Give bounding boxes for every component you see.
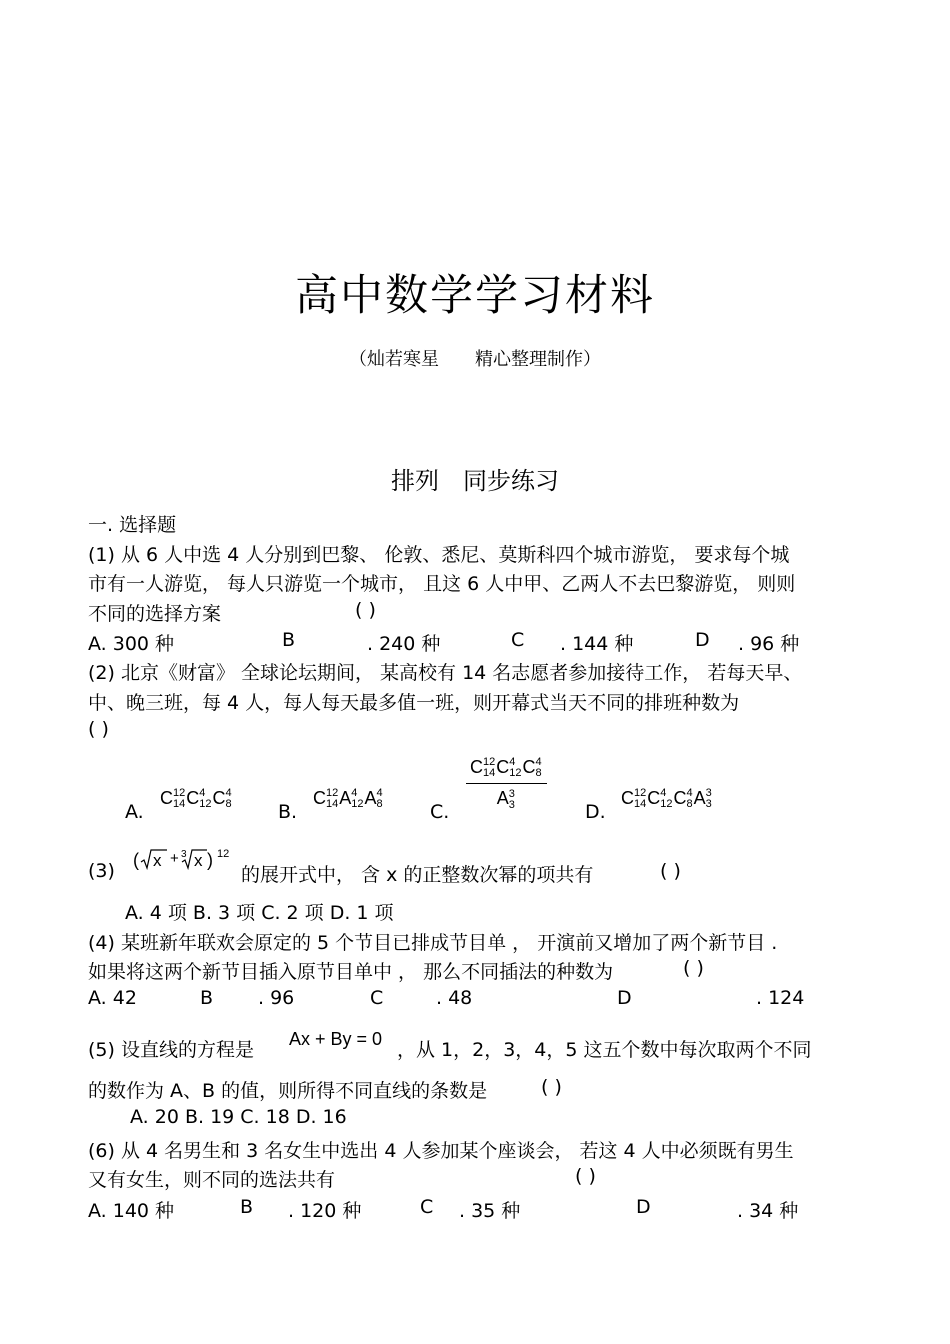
q4-option-b: . 96 — [258, 987, 295, 1009]
q1-answer-paren: ( ) — [355, 599, 376, 621]
q5-prefix: (5) 设直线的方程是 — [88, 1039, 254, 1061]
svg-text:12: 12 — [217, 848, 230, 860]
q2-option-c-label: C. — [430, 801, 450, 823]
q4-option-d-letter: D — [617, 987, 632, 1009]
q5-line-2: 的数作为 A、B 的值，则所得不同直线的条数是 — [88, 1080, 488, 1102]
q1-line-1: (1) 从 6 人中选 4 人分别到巴黎、 伦敦、悉尼、莫斯科四个城市游览， 要求每个城 — [88, 544, 790, 566]
q3-number: (3) — [88, 860, 115, 882]
q2-option-d-label: D. — [585, 801, 606, 823]
q6-option-d-letter: D — [636, 1196, 651, 1218]
svg-text:): ) — [207, 850, 213, 870]
q5-suffix: ，从 1，2，3，4，5 这五个数中每次取两个不同 — [397, 1039, 812, 1061]
q5-line-equation: Ax + By = 0 — [289, 1029, 383, 1049]
q4-line-1: (4) 某班新年联欢会原定的 5 个节目已排成节目单 ， 开演前又增加了两个新节目 . — [88, 932, 778, 954]
q4-line-2: 如果将这两个新节目插入原节目单中 ， 那么不同插法的种数为 — [88, 961, 614, 983]
q2-answer-paren: ( ) — [88, 718, 109, 740]
svg-text:3: 3 — [181, 849, 187, 860]
q1-option-c-letter: C — [511, 629, 525, 651]
document-title: 高中数学学习材料 — [295, 271, 655, 321]
q3-text: 的展开式中， 含 x 的正整数次幂的项共有 — [241, 864, 594, 886]
q4-option-d: . 124 — [756, 987, 805, 1009]
q3-options: A. 4 项 B. 3 项 C. 2 项 D. 1 项 — [125, 902, 394, 924]
q1-option-a: A. 300 种 — [88, 633, 175, 655]
q4-option-c-letter: C — [370, 987, 384, 1009]
q6-line-1: (6) 从 4 名男生和 3 名女生中选出 4 人参加某个座谈会， 若这 4 人中必须既有男生 — [88, 1140, 794, 1162]
q2-line-1: (2) 北京《财富》 全球论坛期间， 某高校有 14 名志愿者参加接待工作， 若每天早、 — [88, 662, 803, 684]
q1-option-b-letter: B — [282, 629, 296, 651]
q6-answer-paren: ( ) — [575, 1165, 596, 1187]
q6-option-d: . 34 种 — [737, 1200, 799, 1222]
q5-answer-paren: ( ) — [541, 1076, 562, 1098]
q3-binomial-svg — [133, 846, 241, 876]
q4-option-c: . 48 — [436, 987, 473, 1009]
q6-line-2: 又有女生，则不同的选法共有 — [88, 1169, 336, 1191]
q2-option-d-formula: C 12 14 C 4 12 C 4 8 A 3 3 — [621, 787, 712, 811]
section-title: 排列 同步练习 — [391, 467, 559, 495]
svg-text:+: + — [170, 850, 179, 867]
q4-answer-paren: ( ) — [683, 957, 704, 979]
q4-option-b-letter: B — [200, 987, 214, 1009]
q1-option-d: . 96 种 — [738, 633, 800, 655]
q1-line-3: 不同的选择方案 — [88, 603, 222, 625]
svg-text:x: x — [194, 851, 203, 870]
q2-option-b-label: B. — [278, 801, 298, 823]
q6-option-c: . 35 种 — [459, 1200, 521, 1222]
q3-answer-paren: ( ) — [660, 860, 681, 882]
document-subtitle: （灿若寒星 精心整理制作） — [349, 349, 601, 370]
q2-option-a-label: A. — [125, 801, 144, 823]
svg-text:(: ( — [133, 850, 139, 870]
q6-option-c-letter: C — [420, 1196, 434, 1218]
q1-option-b: . 240 种 — [367, 633, 441, 655]
svg-text:x: x — [153, 851, 162, 870]
q6-option-a: A. 140 种 — [88, 1200, 175, 1222]
q1-line-2: 市有一人游览， 每人只游览一个城市， 且这 6 人中甲、乙两人不去巴黎游览， 则则 — [88, 573, 796, 595]
q2-line-2: 中、晚三班，每 4 人，每人每天最多值一班，则开幕式当天不同的排班种数为 — [88, 692, 740, 714]
q6-option-b-letter: B — [240, 1196, 254, 1218]
q4-option-a: A. 42 — [88, 987, 137, 1009]
q6-option-b: . 120 种 — [288, 1200, 362, 1222]
q1-option-d-letter: D — [695, 629, 710, 651]
q2-option-b-formula: C 12 14 A 4 12 A 4 8 — [313, 787, 383, 811]
part-heading: 一. 选择题 — [88, 514, 177, 536]
q5-options: A. 20 B. 19 C. 18 D. 16 — [130, 1106, 347, 1128]
q3-binomial-formula — [133, 846, 241, 881]
q2-option-c-formula: C 12 14 C 4 12 C 4 8 A 3 3 — [466, 757, 547, 811]
q1-option-c: . 144 种 — [560, 633, 634, 655]
q2-option-a-formula: C 12 14 C 4 12 C 4 8 — [160, 787, 232, 811]
